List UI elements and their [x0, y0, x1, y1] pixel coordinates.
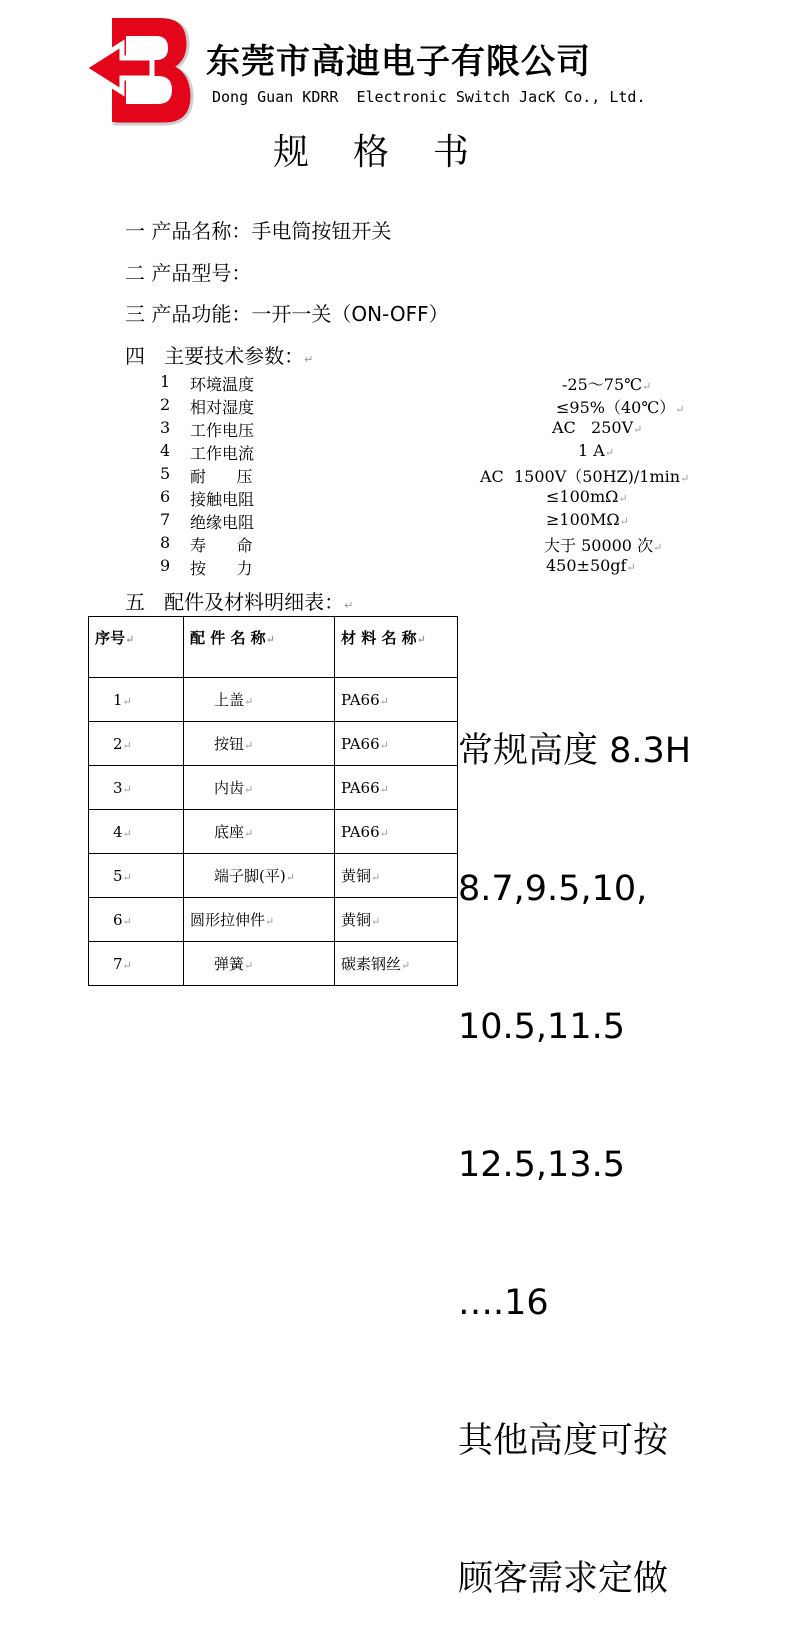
spec-row [160, 487, 720, 509]
spec-name: 按 力 [190, 559, 253, 578]
cell-no: 5↵ [89, 854, 184, 898]
spec-name: 寿 命 [190, 536, 253, 555]
spec-value: 大于 50000 次↵ [544, 536, 663, 555]
spec-name: 工作电压 [190, 421, 255, 440]
spec-value: ≤100mΩ↵ [546, 487, 628, 506]
spec-number: 6 [160, 487, 171, 506]
parts-table-row [89, 898, 458, 942]
section-product-function: 三 产品功能：一开一关（ON-OFF） [125, 302, 449, 326]
spec-value: AC 1500V（50HZ)/1min↵ [480, 467, 690, 486]
cell-material: PA66↵ [335, 766, 458, 810]
parts-table-header-row [89, 617, 458, 678]
cell-part: 端子脚(平)↵ [184, 854, 335, 898]
parts-table-row [89, 678, 458, 722]
cell-part: 弹簧↵ [184, 942, 335, 986]
spec-row [160, 510, 720, 532]
note-line: 8.7,9.5,10, [458, 869, 648, 909]
note-line: 12.5,13.5 [458, 1145, 625, 1185]
spec-name: 环境温度 [190, 375, 255, 394]
cell-material: 黄铜↵ [335, 854, 458, 898]
spec-number: 1 [160, 372, 171, 391]
parts-table-row [89, 854, 458, 898]
spec-name: 绝缘电阻 [190, 513, 255, 532]
cell-part: 上盖↵ [184, 678, 335, 722]
spec-value: ≤95%（40℃）↵ [556, 398, 685, 417]
note-line: 顾客需求定做 [458, 1559, 669, 1599]
spec-value: ≥100MΩ↵ [546, 510, 629, 529]
spec-number: 2 [160, 395, 171, 414]
section-tech-params [125, 340, 313, 369]
height-note [458, 636, 691, 1648]
parts-table-row [89, 942, 458, 986]
spec-number: 9 [160, 556, 171, 575]
section-product-model: 二 产品型号： [125, 261, 252, 285]
parts-table-row [89, 722, 458, 766]
cell-no: 4↵ [89, 810, 184, 854]
spec-row [160, 395, 720, 417]
spec-number: 7 [160, 510, 171, 529]
header-cell-part: 配 件 名 称↵ [184, 617, 335, 678]
spec-row [160, 533, 720, 555]
cell-part: 内齿↵ [184, 766, 335, 810]
spec-number: 8 [160, 533, 171, 552]
cell-part: 按钮↵ [184, 722, 335, 766]
spec-number: 4 [160, 441, 171, 460]
spec-number: 5 [160, 464, 171, 483]
company-logo [82, 10, 194, 130]
parts-table-body [89, 678, 458, 986]
section-product-name: 一 产品名称：手电筒按钮开关 [125, 219, 392, 243]
cell-part: 底座↵ [184, 810, 335, 854]
cell-no: 2↵ [89, 722, 184, 766]
section-parts-list-label: 五 配件及材料明细表： [125, 590, 345, 614]
spec-row [160, 372, 720, 394]
cell-material: 碳素钢丝↵ [335, 942, 458, 986]
section-parts-list [125, 586, 353, 615]
cell-no: 6↵ [89, 898, 184, 942]
header-cell-material: 材 料 名 称↵ [335, 617, 458, 678]
spec-row [160, 418, 720, 440]
cell-material: PA66↵ [335, 678, 458, 722]
spec-name: 接触电阻 [190, 490, 255, 509]
header-cell-no: 序号↵ [89, 617, 184, 678]
spec-value: AC 250V↵ [552, 418, 643, 437]
cell-no: 7↵ [89, 942, 184, 986]
spec-name: 相对湿度 [190, 398, 255, 417]
spec-value: 450±50gf↵ [546, 556, 636, 575]
spec-row [160, 441, 720, 463]
cell-material: PA66↵ [335, 722, 458, 766]
company-name-cn: 东莞市高迪电子有限公司 [206, 42, 591, 82]
document-title: 规格书 [273, 132, 514, 173]
cell-material: 黄铜↵ [335, 898, 458, 942]
note-line: ….16 [458, 1283, 549, 1323]
parts-table-row [89, 766, 458, 810]
cell-material: PA66↵ [335, 810, 458, 854]
spec-value: -25～75℃↵ [562, 375, 652, 394]
section-tech-params-label: 四 主要技术参数： [125, 344, 305, 368]
cell-no: 1↵ [89, 678, 184, 722]
cell-part: 圆形拉伸件↵ [184, 898, 335, 942]
cell-no: 3↵ [89, 766, 184, 810]
parts-table [88, 616, 458, 986]
spec-number: 3 [160, 418, 171, 437]
note-line: 10.5,11.5 [458, 1007, 625, 1047]
spec-name: 工作电流 [190, 444, 255, 463]
spec-value: 1 A↵ [578, 441, 615, 460]
parts-table-row [89, 810, 458, 854]
spec-name: 耐 压 [190, 467, 253, 486]
note-line: 常规高度 8.3H [458, 731, 692, 771]
paragraph-mark: ↵ [344, 599, 354, 612]
spec-row [160, 464, 720, 486]
note-line: 其他高度可按 [458, 1421, 669, 1461]
company-name-en: Dong Guan KDRR Electronic Switch JacK Co., Ltd. [212, 88, 646, 106]
paragraph-mark: ↵ [304, 353, 314, 366]
spec-row [160, 556, 720, 578]
